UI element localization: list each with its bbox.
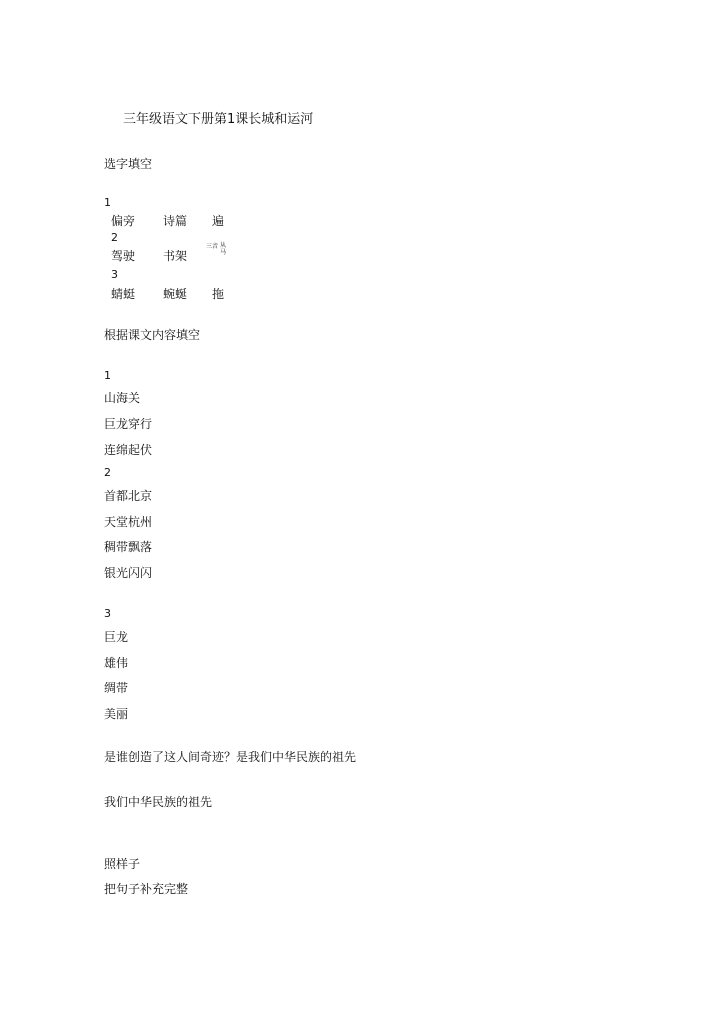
- word-2-2: 书架: [163, 249, 188, 263]
- item-number-3: 3: [111, 268, 118, 281]
- word-3-1: 蜻蜓: [111, 287, 136, 301]
- word-1-3: 遍: [212, 214, 225, 228]
- small-glyph-a: 三音: [206, 243, 219, 250]
- answer-line: 巨龙穿行: [104, 417, 153, 431]
- answer-line: 天堂杭州: [104, 515, 153, 529]
- group-number-3: 3: [104, 607, 111, 620]
- item-number-2: 2: [111, 231, 118, 244]
- group-number-2: 2: [104, 466, 111, 479]
- section-heading-fill-text: 根据课文内容填空: [104, 328, 201, 342]
- answer-line: 连绵起伏: [104, 443, 153, 457]
- word-1-1: 偏旁: [111, 214, 136, 228]
- answer-line: 山海关: [104, 391, 141, 405]
- question-line: 是谁创造了这人间奇迹？是我们中华民族的祖先: [104, 750, 357, 764]
- answer-line: 雄伟: [104, 656, 129, 670]
- item-number-1: 1: [104, 196, 111, 209]
- answer-line: 稠带飘落: [104, 540, 153, 554]
- answer-line: 绸带: [104, 681, 129, 695]
- word-2-1: 驾驶: [111, 249, 136, 263]
- section-heading-select-chars: 选字填空: [104, 157, 153, 171]
- small-glyph-c: 马: [220, 249, 227, 256]
- instruction-line: 把句子补充完整: [104, 882, 189, 896]
- word-1-2: 诗篇: [163, 214, 188, 228]
- page-title: 三年级语文下册第1课长城和运河: [123, 112, 314, 127]
- answer-text: 我们中华民族的祖先: [104, 795, 213, 809]
- answer-line: 美丽: [104, 707, 129, 721]
- group-number-1: 1: [104, 369, 111, 382]
- section-heading-follow-example: 照样子: [104, 857, 141, 871]
- word-3-2: 蜿蜒: [163, 287, 188, 301]
- small-glyph-b: 从: [220, 242, 227, 249]
- answer-line: 银光闪闪: [104, 566, 153, 580]
- answer-line: 巨龙: [104, 630, 129, 644]
- answer-line: 首都北京: [104, 489, 153, 503]
- word-3-3: 拖: [212, 287, 225, 301]
